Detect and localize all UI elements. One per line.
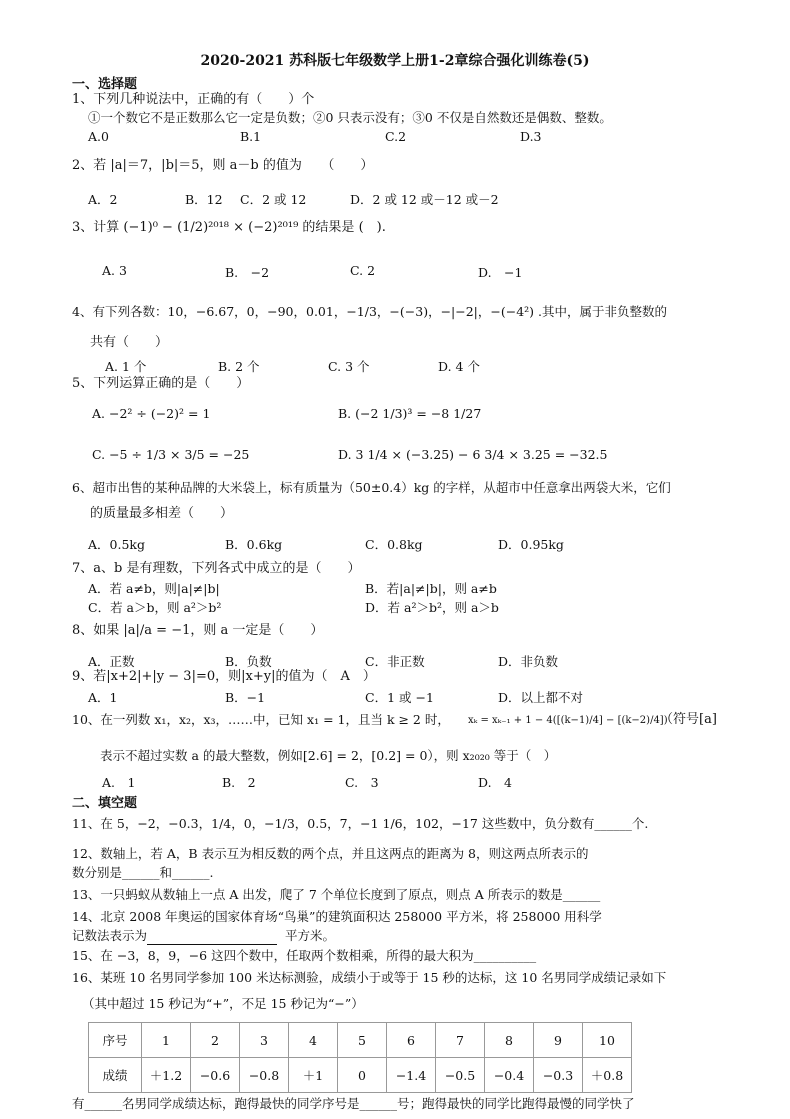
table-cell: −0.8 [240, 1058, 289, 1093]
table-cell: 8 [485, 1023, 534, 1058]
q9-option-a: A．1 [88, 690, 118, 705]
table-row [89, 1058, 632, 1093]
table-cell: ＋1 [289, 1058, 338, 1093]
table-cell: 2 [191, 1023, 240, 1058]
section-heading-fill: 二、填空题 [72, 796, 138, 811]
q10-option-c: C. 3 [345, 775, 379, 790]
q14-line2-suffix: 平方米。 [284, 928, 335, 943]
table-cell: −0.3 [534, 1058, 583, 1093]
q1-option-d: D.3 [520, 129, 542, 144]
table-cell: 3 [240, 1023, 289, 1058]
q7-option-c: C．若 a＞b，则 a²＞b² [88, 600, 222, 615]
q10-stem: 10、在一列数 x₁，x₂，x₃，……中，已知 x₁ = 1，且当 k ≥ 2 时， [72, 712, 450, 727]
q7-stem: 7、a、b 是有理数，下列各式中成立的是（ ） [72, 561, 361, 576]
q7-option-d: D．若 a²＞b²，则 a＞b [365, 600, 499, 615]
q3-option-d: D. −1 [478, 265, 523, 280]
table-cell: −0.6 [191, 1058, 240, 1093]
q9-option-d: D．以上都不对 [498, 690, 584, 705]
q2-option-d: D．2 或 12 或－12 或－2 [350, 192, 499, 207]
q4-option-a: A. 1 个 [105, 359, 147, 374]
q4-option-d: D. 4 个 [438, 359, 480, 374]
q3-option-b: B. −2 [225, 265, 270, 280]
q10-option-a: A. 1 [102, 775, 136, 790]
table-cell: ＋0.8 [583, 1058, 632, 1093]
q9-stem: 9、若|x+2|+|y − 3|=0，则|x+y|的值为（ A ） [72, 669, 376, 684]
q7-option-b: B．若|a|≠|b|，则 a≠b [365, 581, 497, 596]
q4-stem: 4、有下列各数：10，−6.67，0，−90，0.01，−1/3，−(−3)，−|−2|，−(−4²) .其中，属于非负整数的 [72, 304, 668, 319]
q6-line2: 的质量最多相差（ ） [90, 506, 234, 521]
q3-stem: 3、计算 (−1)⁰ − (1/2)²⁰¹⁸ × (−2)²⁰¹⁹ 的结果是 ( ). [72, 220, 386, 235]
q2-option-a: A．2 [88, 192, 118, 207]
q2-option-b: B．12 [185, 192, 223, 207]
q11-stem: 11、在 5，−2，−0.3，1/4，0，−1/3，0.5，7，−1 1/6，102，−17 这些数中，负分数有______个. [72, 816, 649, 831]
q6-option-d: D．0.95kg [498, 537, 564, 552]
q9-option-c: C．1 或 −1 [365, 690, 434, 705]
table-cell: 6 [387, 1023, 436, 1058]
score-table [88, 1022, 632, 1093]
q1-stem: 1、下列几种说法中，正确的有（ ）个 [72, 92, 315, 107]
q8-option-a: A．正数 [88, 654, 135, 669]
q2-option-c: C．2 或 12 [240, 192, 307, 207]
q5-option-a: A. −2² ÷ (−2)² = 1 [92, 406, 211, 421]
section-heading-choice: 一、选择题 [72, 77, 138, 92]
page-title: 2020-2021 苏科版七年级数学上册1-2章综合强化训练卷(5) [200, 53, 590, 69]
table-cell: ＋1.2 [142, 1058, 191, 1093]
q8-option-d: D．非负数 [498, 654, 559, 669]
table-cell: −0.4 [485, 1058, 534, 1093]
table-cell: 1 [142, 1023, 191, 1058]
q10-option-b: B. 2 [222, 775, 256, 790]
q10-formula: xₖ = xₖ₋₁ + 1 − 4([(k−1)/4] − [(k−2)/4]) [468, 715, 668, 726]
q5-option-d: D. 3 1/4 × (−3.25) − 6 3/4 × 3.25 = −32.5 [338, 447, 608, 462]
q14-line2 [72, 928, 335, 945]
q4-option-c: C. 3 个 [328, 359, 370, 374]
table-cell: −1.4 [387, 1058, 436, 1093]
table-cell: 5 [338, 1023, 387, 1058]
q1-option-c: C.2 [385, 129, 407, 144]
q5-option-c: C. −5 ÷ 1/3 × 3/5 = −25 [92, 447, 250, 462]
q6-stem: 6、超市出售的某种品牌的大米袋上，标有质量为（50±0.4）kg 的字样，从超市中任意拿出两袋大米，它们 [72, 480, 671, 495]
q7-option-a: A．若 a≠b，则|a|≠|b| [88, 581, 220, 596]
table-cell: 10 [583, 1023, 632, 1058]
q3-option-c: C. 2 [350, 263, 376, 278]
q6-option-b: B．0.6kg [225, 537, 283, 552]
table-row [89, 1023, 632, 1058]
q14-answer-blank[interactable] [147, 928, 277, 945]
table-cell: 0 [338, 1058, 387, 1093]
q16-line2: （其中超过 15 秒记为“+”，不足 15 秒记为“−”） [82, 996, 364, 1011]
q1-statements: ①一个数它不是正数那么它一定是负数；②0 只表示没有；③0 不仅是自然数还是偶数、整数。 [88, 110, 612, 125]
q10-option-d: D. 4 [478, 775, 513, 790]
q8-stem: 8、如果 |a|/a = −1，则 a 一定是（ ） [72, 623, 324, 638]
q8-option-c: C．非正数 [365, 654, 425, 669]
q16-line1: 16、某班 10 名男同学参加 100 米达标测验，成绩小于或等于 15 秒的达标，这 10 名男同学成绩记录如下 [72, 970, 667, 985]
q9-option-b: B．−1 [225, 690, 266, 705]
q1-option-a: A.0 [88, 129, 109, 144]
q4-line2: 共有（ ） [90, 335, 169, 350]
table-row-header: 成绩 [89, 1058, 142, 1093]
q14-line1: 14、北京 2008 年奥运的国家体育场“鸟巢”的建筑面积达 258000 平方米，将 258000 用科学 [72, 909, 602, 924]
q12-line1: 12、数轴上，若 A，B 表示互为相反数的两个点，并且这两点的距离为 8，则这两点所表示的 [72, 846, 589, 861]
q6-option-a: A．0.5kg [88, 537, 145, 552]
q14-line2-prefix: 记数法表示为 [72, 928, 148, 943]
q13-stem: 13、一只蚂蚁从数轴上一点 A 出发，爬了 7 个单位长度到了原点，则点 A 所表示的数是______ [72, 887, 601, 902]
q5-stem: 5、下列运算正确的是（ ） [72, 376, 250, 391]
q2-stem: 2、若 |a|＝7，|b|＝5，则 a－b 的值为 （ ） [72, 158, 374, 173]
table-cell: 9 [534, 1023, 583, 1058]
table-cell: 7 [436, 1023, 485, 1058]
q10-line2: 表示不超过实数 a 的最大整数，例如[2.6] = 2，[0.2] = 0），则 x₂₀₂₀ 等于（ ） [100, 748, 557, 763]
q6-option-c: C．0.8kg [365, 537, 423, 552]
q12-line2: 数分别是______和______. [72, 865, 214, 880]
table-cell: 4 [289, 1023, 338, 1058]
q15-stem: 15、在 −3，8，9，−6 这四个数中，任取两个数相乘，所得的最大积为__________ [72, 948, 537, 963]
table-cell: −0.5 [436, 1058, 485, 1093]
q1-option-b: B.1 [240, 129, 262, 144]
q5-option-b: B. (−2 1/3)³ = −8 1/27 [338, 406, 482, 421]
q16-tail: 有______名男同学成绩达标，跑得最快的同学序号是______号；跑得最快的同学比跑得最慢的同学快了 [72, 1096, 635, 1111]
q3-option-a: A. 3 [102, 263, 127, 278]
q4-option-b: B. 2 个 [218, 359, 260, 374]
table-row-header: 序号 [89, 1023, 142, 1058]
q10-note: （符号[a] [660, 712, 717, 727]
q8-option-b: B．负数 [225, 654, 272, 669]
